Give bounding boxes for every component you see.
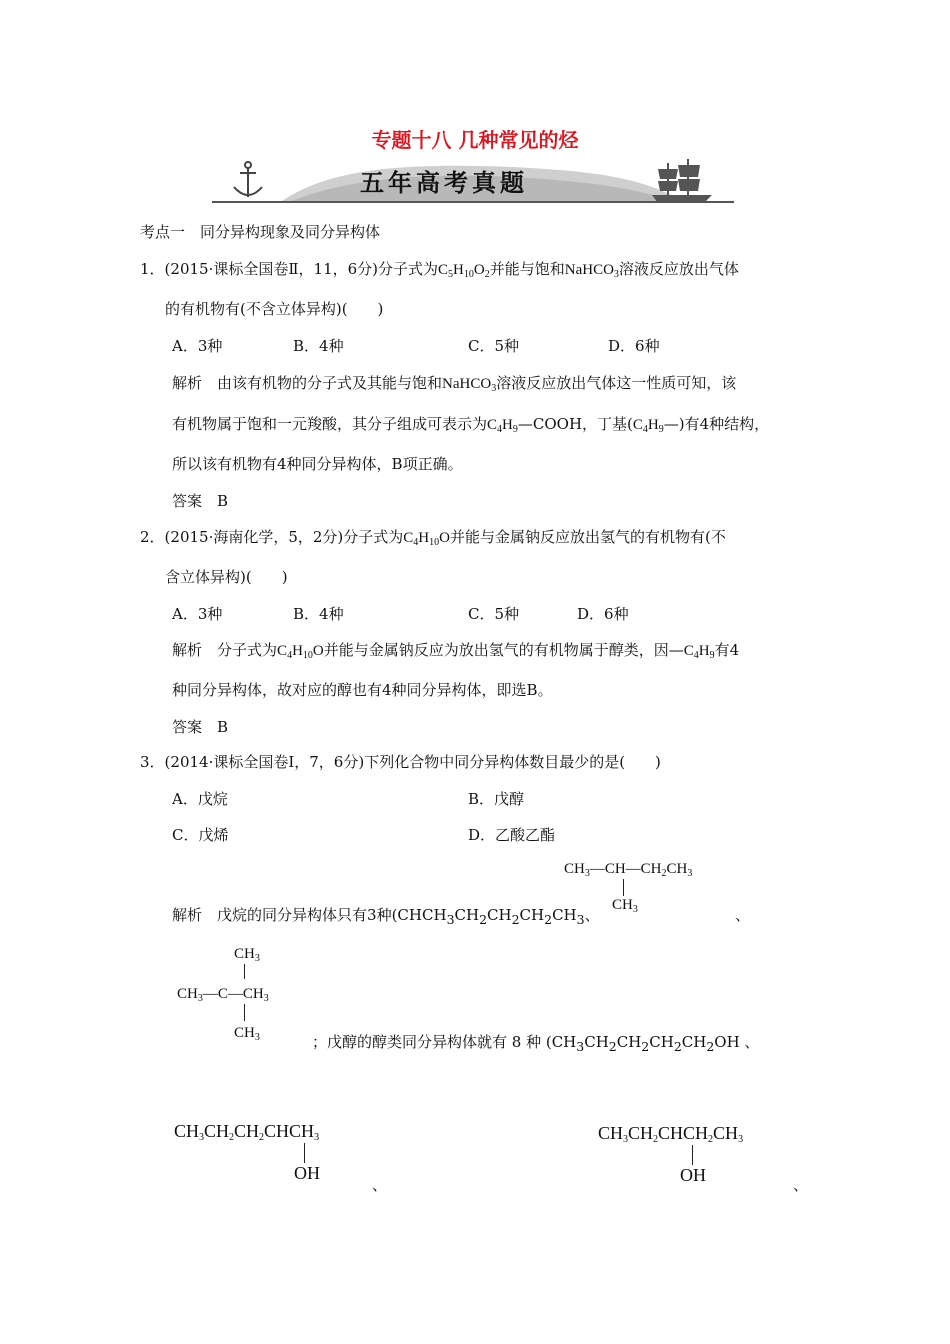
option-d: D．6种 bbox=[577, 605, 629, 623]
bond-line bbox=[244, 964, 245, 979]
bond-line bbox=[244, 1004, 245, 1021]
section-heading: 考点一 同分异构现象及同分异构体 bbox=[140, 223, 381, 241]
separator-comma: 、 bbox=[735, 906, 751, 924]
analysis-2-line-2: 种同分异构体，故对应的醇也有4种同分异构体，即选B。 bbox=[172, 681, 553, 699]
structure-neopentane-bottom: $CH_3$ bbox=[234, 1025, 260, 1043]
bond-line bbox=[304, 1143, 305, 1163]
option-a: A．3种 bbox=[172, 605, 223, 623]
structure-3-pentanol-main: $CH_3CH_2CHCH_2CH_3$ bbox=[598, 1123, 744, 1145]
structure-2-pentanol-branch: OH bbox=[294, 1163, 320, 1183]
anchor-icon bbox=[234, 162, 262, 197]
analysis-3-line-1: 解析 戊烷的同分异构体只有3种($CHCH_3CH_2CH_2CH_2CH_3$、 bbox=[172, 906, 600, 927]
question-number: 1． bbox=[140, 260, 165, 278]
question-2-line-1: 2．(2015·海南化学，5，2分)分子式为$C_4H_{10}O$并能与金属钠反应放出氢气的有机物有(不 bbox=[140, 528, 726, 548]
structure-neopentane-main: $CH_3—C—CH_3$ bbox=[177, 986, 269, 1004]
analysis-1-line-3: 所以该有机物有4种同分异构体，B项正确。 bbox=[172, 455, 463, 473]
option-a: A．戊烷 bbox=[172, 790, 228, 808]
question-3-line-1: 3．(2014·课标全国卷Ⅰ，7，6分)下列化合物中同分异构体数目最少的是( ) bbox=[140, 753, 661, 771]
option-c: C．5种 bbox=[468, 605, 520, 623]
question-2-line-2: 含立体异构)( ) bbox=[165, 568, 288, 586]
ship-icon bbox=[652, 159, 712, 203]
analysis-3-line-2: ；戊醇的醇类同分异构体就有 8 种 ($CH_3CH_2CH_2CH_2CH_2OH$ 、 bbox=[312, 1033, 760, 1054]
formula-c5h10o2: $C_5H_{10}O_2$ bbox=[438, 262, 490, 280]
question-1-line-2: 的有机物有(不含立体异构)( ) bbox=[165, 300, 384, 318]
bond-line bbox=[623, 879, 624, 896]
option-b: B．4种 bbox=[293, 337, 344, 355]
banner-title: 五年高考真题 bbox=[360, 169, 528, 197]
question-number: 3． bbox=[140, 753, 165, 771]
formula-nahco3: NaHCO$_3$ bbox=[564, 262, 619, 280]
analysis-label: 解析 bbox=[172, 374, 203, 392]
option-b: B．戊醇 bbox=[468, 790, 525, 808]
separator-comma: 、 bbox=[372, 1176, 388, 1194]
answer-1: 答案 B bbox=[172, 492, 229, 510]
option-d: D．6种 bbox=[608, 337, 660, 355]
page-title: 专题十八 几种常见的烃 bbox=[371, 128, 579, 152]
separator-comma: 、 bbox=[793, 1176, 809, 1194]
structure-isopentane-main: $CH_3—CH—CH_2CH_3$ bbox=[564, 861, 693, 879]
analysis-1-line-1: 解析 由该有机物的分子式及其能与饱和NaHCO$_3$溶液反应放出气体这一性质可知，该 bbox=[172, 374, 737, 394]
structure-isopentane-branch: $CH_3$ bbox=[612, 897, 638, 915]
question-1-line-1: 1．(2015·课标全国卷Ⅱ，11，6分)分子式为$C_5H_{10}O_2$并能与饱和NaHCO$_3$溶液反应放出气体 bbox=[140, 260, 739, 280]
question-number: 2． bbox=[140, 528, 165, 546]
structure-neopentane-top: $CH_3$ bbox=[234, 946, 260, 964]
option-c: C．5种 bbox=[468, 337, 520, 355]
option-d: D．乙酸乙酯 bbox=[468, 826, 556, 844]
analysis-2-line-1: 解析 分子式为$C_4H_{10}O$并能与金属钠反应为放出氢气的有机物属于醇类，因$—C_4H_9$有4 bbox=[172, 641, 740, 661]
structure-2-pentanol-main: $CH_3CH_2CH_2CHCH_3$ bbox=[174, 1121, 320, 1143]
answer-2: 答案 B bbox=[172, 718, 229, 736]
structure-3-pentanol-branch: OH bbox=[680, 1165, 706, 1185]
analysis-1-line-2: 有机物属于饱和一元羧酸，其分子组成可表示为$C_4H_9—COOH$，丁基$(C_4H_9—)$有4种结构， bbox=[172, 415, 770, 435]
bond-line bbox=[692, 1145, 693, 1165]
option-c: C．戊烯 bbox=[172, 826, 229, 844]
option-b: B．4种 bbox=[293, 605, 344, 623]
option-a: A．3种 bbox=[172, 337, 223, 355]
